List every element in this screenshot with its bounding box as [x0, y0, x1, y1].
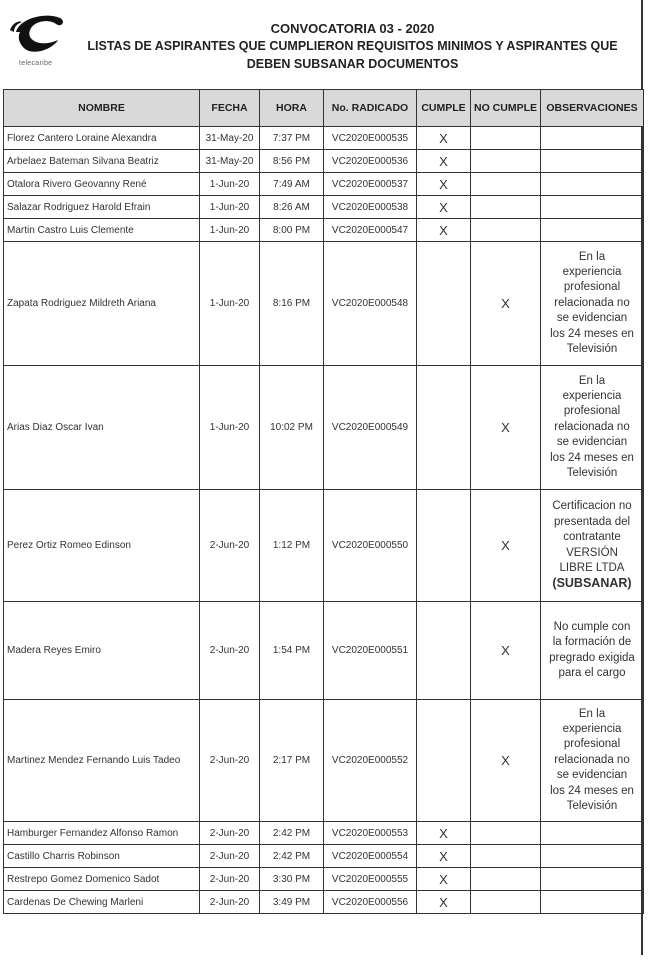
document-header — [70, 20, 635, 73]
table-header-row — [4, 90, 644, 127]
cell-nombre: Perez Ortiz Romeo Edinson — [4, 490, 200, 602]
cell-observaciones — [541, 490, 644, 602]
observation-line: Televisión — [566, 800, 618, 813]
column-header-nombre: NOMBRE — [4, 90, 200, 127]
observation-line: se evidencian — [556, 312, 628, 325]
cell-radicado: VC2020E000548 — [324, 242, 417, 366]
table-row — [4, 868, 644, 891]
cell-fecha: 1-Jun-20 — [200, 242, 260, 366]
observation-line: Televisión — [566, 343, 618, 356]
observation-line: relacionada no — [554, 296, 630, 309]
cell-radicado: VC2020E000549 — [324, 366, 417, 490]
cell-nombre: Martinez Mendez Fernando Luis Tadeo — [4, 700, 200, 822]
table-row — [4, 490, 644, 602]
observation-line: Televisión — [566, 467, 618, 480]
table-row — [4, 366, 644, 490]
cell-cumple: X — [417, 150, 471, 173]
observation-line: los 24 meses en — [550, 451, 634, 464]
observation-line: Certificacion no — [552, 500, 632, 513]
cell-no-cumple — [471, 127, 541, 150]
observation-line: profesional — [563, 405, 621, 418]
cell-radicado: VC2020E000553 — [324, 822, 417, 845]
cell-radicado: VC2020E000552 — [324, 700, 417, 822]
cell-fecha: 2-Jun-20 — [200, 602, 260, 700]
table-row — [4, 822, 644, 845]
observation-line: se evidencian — [556, 769, 628, 782]
cell-nombre: Salazar Rodriguez Harold Efrain — [4, 196, 200, 219]
cell-no-cumple — [471, 196, 541, 219]
cell-fecha: 2-Jun-20 — [200, 700, 260, 822]
cell-observaciones — [541, 173, 644, 196]
cell-hora: 2:17 PM — [260, 700, 324, 822]
cell-nombre: Martin Castro Luis Clemente — [4, 219, 200, 242]
cell-no-cumple — [471, 822, 541, 845]
cell-observaciones — [541, 868, 644, 891]
observation-line: VERSIÓN — [566, 546, 618, 559]
observation-line: los 24 meses en — [550, 327, 634, 340]
cell-hora: 2:42 PM — [260, 822, 324, 845]
cell-no-cumple — [471, 219, 541, 242]
cell-observaciones — [541, 150, 644, 173]
cell-nombre: Madera Reyes Emiro — [4, 602, 200, 700]
cell-no-cumple: X — [471, 602, 541, 700]
cell-hora: 1:54 PM — [260, 602, 324, 700]
logo-text: telecaribe — [19, 60, 53, 67]
cell-cumple — [417, 366, 471, 490]
table-row — [4, 602, 644, 700]
cell-fecha: 1-Jun-20 — [200, 219, 260, 242]
observation-line: para el cargo — [558, 666, 626, 679]
cell-cumple — [417, 602, 471, 700]
cell-no-cumple: X — [471, 366, 541, 490]
cell-radicado: VC2020E000537 — [324, 173, 417, 196]
cell-fecha: 2-Jun-20 — [200, 868, 260, 891]
cell-cumple: X — [417, 219, 471, 242]
cell-fecha: 1-Jun-20 — [200, 366, 260, 490]
cell-nombre: Castillo Charris Robinson — [4, 845, 200, 868]
column-header-no-cumple: NO CUMPLE — [471, 90, 541, 127]
cell-cumple: X — [417, 127, 471, 150]
page-title: CONVOCATORIA 03 - 2020 — [270, 21, 435, 36]
observation-line: relacionada no — [554, 420, 630, 433]
cell-radicado: VC2020E000536 — [324, 150, 417, 173]
cell-radicado: VC2020E000555 — [324, 868, 417, 891]
cell-fecha: 31-May-20 — [200, 150, 260, 173]
cell-hora: 3:30 PM — [260, 868, 324, 891]
observation-line: En la — [578, 374, 606, 387]
cell-fecha: 2-Jun-20 — [200, 490, 260, 602]
table-row — [4, 219, 644, 242]
cell-observaciones — [541, 700, 644, 822]
cell-radicado: VC2020E000547 — [324, 219, 417, 242]
cell-radicado: VC2020E000554 — [324, 845, 417, 868]
logo-swoosh-icon — [6, 10, 70, 58]
cell-no-cumple — [471, 150, 541, 173]
cell-radicado: VC2020E000535 — [324, 127, 417, 150]
page-subtitle-line1: LISTAS DE ASPIRANTES QUE CUMPLIERON REQUISITOS MINIMOS Y ASPIRANTES QUE — [87, 39, 618, 53]
cell-cumple: X — [417, 845, 471, 868]
cell-fecha: 1-Jun-20 — [200, 173, 260, 196]
cell-nombre: Florez Cantero Loraine Alexandra — [4, 127, 200, 150]
cell-hora: 8:26 AM — [260, 196, 324, 219]
cell-observaciones — [541, 822, 644, 845]
cell-nombre: Restrepo Gomez Domenico Sadot — [4, 868, 200, 891]
cell-nombre: Hamburger Fernandez Alfonso Ramon — [4, 822, 200, 845]
column-header-fecha: FECHA — [200, 90, 260, 127]
column-header-cumple: CUMPLE — [417, 90, 471, 127]
observation-line: experiencia — [562, 265, 622, 278]
cell-radicado: VC2020E000550 — [324, 490, 417, 602]
cell-hora: 2:42 PM — [260, 845, 324, 868]
table-row — [4, 700, 644, 822]
cell-cumple — [417, 700, 471, 822]
cell-cumple: X — [417, 196, 471, 219]
column-header-observaciones: OBSERVACIONES — [541, 90, 644, 127]
observation-line: LIBRE LTDA — [559, 561, 625, 574]
observation-line: No cumple con — [553, 620, 631, 633]
cell-no-cumple: X — [471, 242, 541, 366]
column-header-hora: HORA — [260, 90, 324, 127]
observation-line: contratante — [563, 531, 621, 544]
cell-hora: 10:02 PM — [260, 366, 324, 490]
cell-cumple: X — [417, 891, 471, 914]
cell-no-cumple: X — [471, 490, 541, 602]
cell-fecha: 2-Jun-20 — [200, 845, 260, 868]
telecaribe-logo — [6, 10, 70, 72]
cell-hora: 8:00 PM — [260, 219, 324, 242]
cell-observaciones — [541, 242, 644, 366]
page-subtitle-line2: DEBEN SUBSANAR DOCUMENTOS — [246, 57, 459, 71]
cell-nombre: Arbelaez Bateman Silvana Beatriz — [4, 150, 200, 173]
cell-cumple: X — [417, 822, 471, 845]
cell-hora: 8:16 PM — [260, 242, 324, 366]
observation-emphasis: (SUBSANAR) — [552, 576, 632, 591]
cell-cumple: X — [417, 173, 471, 196]
observation-line: En la — [578, 707, 606, 720]
cell-observaciones — [541, 845, 644, 868]
table-row — [4, 173, 644, 196]
observation-line: presentada del — [553, 515, 631, 528]
cell-cumple: X — [417, 868, 471, 891]
cell-observaciones — [541, 891, 644, 914]
observation-line: En la — [578, 250, 606, 263]
table-row — [4, 845, 644, 868]
table-row — [4, 196, 644, 219]
cell-no-cumple — [471, 845, 541, 868]
cell-observaciones — [541, 366, 644, 490]
cell-nombre: Otalora Rivero Geovanny René — [4, 173, 200, 196]
cell-radicado: VC2020E000556 — [324, 891, 417, 914]
table-row — [4, 150, 644, 173]
cell-hora: 7:49 AM — [260, 173, 324, 196]
cell-hora: 1:12 PM — [260, 490, 324, 602]
cell-no-cumple: X — [471, 700, 541, 822]
cell-fecha: 31-May-20 — [200, 127, 260, 150]
observation-line: la formación de — [552, 636, 632, 649]
cell-hora: 7:37 PM — [260, 127, 324, 150]
cell-radicado: VC2020E000538 — [324, 196, 417, 219]
table-row — [4, 127, 644, 150]
cell-no-cumple — [471, 173, 541, 196]
cell-fecha: 2-Jun-20 — [200, 891, 260, 914]
cell-nombre: Zapata Rodriguez Mildreth Ariana — [4, 242, 200, 366]
cell-hora: 8:56 PM — [260, 150, 324, 173]
observation-line: experiencia — [562, 722, 622, 735]
column-header-radicado: No. RADICADO — [324, 90, 417, 127]
cell-observaciones — [541, 602, 644, 700]
observation-line: experiencia — [562, 389, 622, 402]
applicants-table — [3, 89, 644, 914]
table-row — [4, 891, 644, 914]
table-row — [4, 242, 644, 366]
cell-no-cumple — [471, 868, 541, 891]
cell-fecha: 1-Jun-20 — [200, 196, 260, 219]
observation-line: pregrado exigida — [549, 651, 635, 664]
observation-line: relacionada no — [554, 753, 630, 766]
cell-no-cumple — [471, 891, 541, 914]
cell-observaciones — [541, 127, 644, 150]
observation-line: se evidencian — [556, 436, 628, 449]
observation-line: los 24 meses en — [550, 784, 634, 797]
cell-observaciones — [541, 196, 644, 219]
cell-radicado: VC2020E000551 — [324, 602, 417, 700]
cell-observaciones — [541, 219, 644, 242]
observation-line: profesional — [563, 738, 621, 751]
observation-line: profesional — [563, 281, 621, 294]
cell-nombre: Cardenas De Chewing Marleni — [4, 891, 200, 914]
cell-hora: 3:49 PM — [260, 891, 324, 914]
cell-cumple — [417, 490, 471, 602]
cell-cumple — [417, 242, 471, 366]
cell-nombre: Arias Diaz Oscar Ivan — [4, 366, 200, 490]
cell-fecha: 2-Jun-20 — [200, 822, 260, 845]
